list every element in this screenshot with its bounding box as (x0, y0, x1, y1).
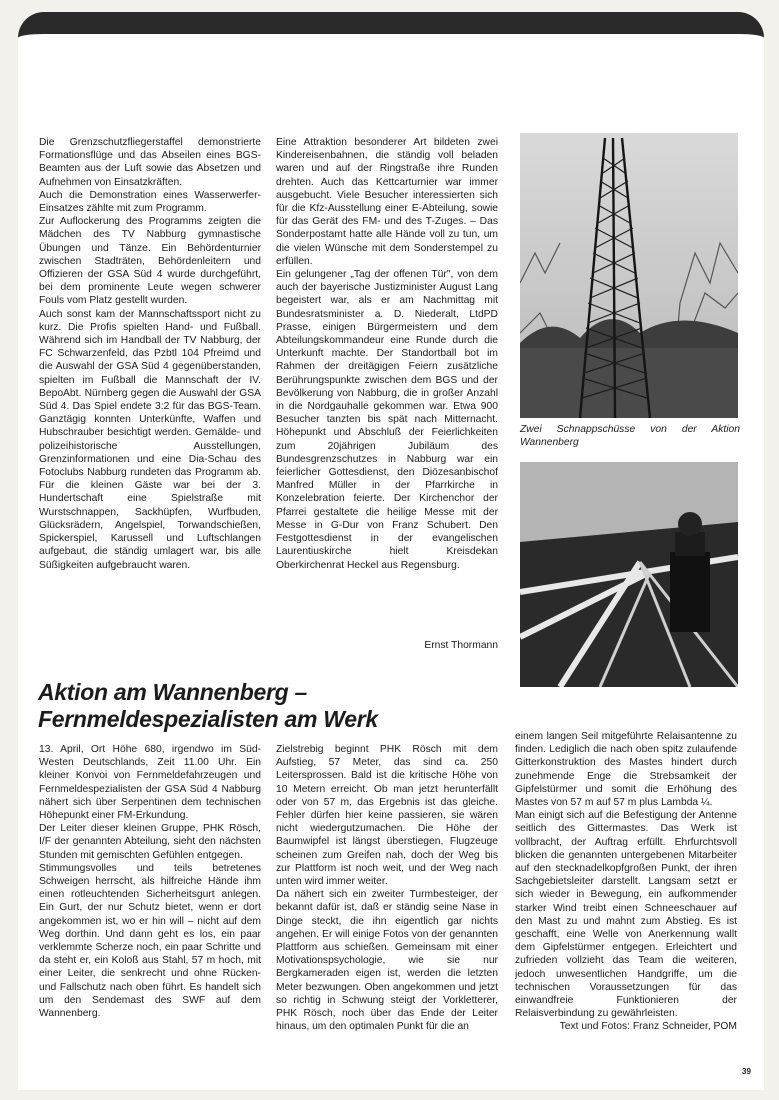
article2-col2-para-2: Da nähert sich ein zweiter Turmbesteiger, der bekannt dafür ist, daß er ständig seine Nase in Dinge steckt, die ihn eigentlich gar nichts angehen. Er will einige Fotos von der genannten Plattform aus schießen. Gemeinsam mit einer Motivationspsychologie, wie sie nur Bergkameraden eigen ist, werden die letzten Meter bezwungen. Oben angekommen und jetzt so richtig in Schwung steigt der Vorkletterer, PHK Rösch, noch über das Ende der Leiter hinaus, um den optimalen Punkt für die an (276, 889, 498, 1033)
photo-caption: Zwei Schnappschüsse von der Aktion Wannenberg (520, 424, 740, 448)
page-number: 39 (742, 1067, 751, 1076)
article2-col1-para-2: Der Leiter dieser kleinen Gruppe, PHK Rösch, I/F der genannten Abteilung, sieht den nächsten Stunden mit gemischten Gefühlen entgegen. (39, 823, 261, 861)
article1-col1-para-1: Die Grenzschutzfliegerstaffel demonstrierte Formationsflüge und das Abseilen eines BGS-Beamten aus der Luft sowie das Absetzen und Aufnehmen von Einsatzkräften. (39, 137, 261, 188)
article1-col2-para-2: Ein gelungener „Tag der offenen Tür", von dem auch der bayerische Justizminister August Lang begeistert war, als er am Nachmittag mit Bundesratsminister a. D. Niederalt, LtdPD Prasse, einigen Bürgermeistern und dem Abteilungskommandeur eine Runde durch die Unterkunft machte. Der Standortball bot im Rahmen der dreitägigen Feiern zusätzliche Berührungspunkte zwischen dem BGS und der Bevölkerung von Nabburg, die in großer Anzahl in die Nordgauhalle gekommen war. Etwa 900 Besucher tanzten bis spät nach Mitternacht. Höhepunkt und Abschluß der Feierlichkeiten zum 20jährigen Jubiläum des Bundesgrenzschutzes in Nabburg war ein feierlicher Gottesdienst, den Diözesanbischof Manfred Müller in der Pfarrkirche in Konzelebration feierte. Der Kirchenchor der Pfarrei gestaltete die heilige Messe mit der Messe in G-Dur von Franz Schubert. Den Festgottesdienst in der evangelischen Laurentiuskirche hielt Kreisdekan Oberkirchenrat Heckel aus Regensburg. (276, 269, 498, 571)
article2-col2-para-1: Zielstrebig beginnt PHK Rösch mit dem Aufstieg, 57 Meter, das sind ca. 250 Leitersprossen. Bald ist die kritische Höhe von 10 Metern erreicht. Ob man jetzt herunterfällt oder von 57 m, das Ergebnis ist das gleiche. Fehler dürfen hier keine passieren, sie wären nicht wiedergutzumachen. Die Höhe der Baumwipfel ist längst überstiegen, Flugzeuge scheinen zum Greifen nah, doch der Weg bis zur Plattform ist noch weit, und der Weg nach unten wird immer weiter. (276, 744, 498, 888)
article2-headline (38, 679, 508, 733)
article2-col1-para-1: 13. April, Ort Höhe 680, irgendwo im Süd-Westen Deutschlands, Zeit 11.00 Uhr. Ein kleiner Konvoi von Fernmeldefahrzeugen und Fernmeldespezialisten der GSA Süd 4 Nabburg nähert sich über Serpentinen dem technischen Höhepunkt einer FM-Erkundung. (39, 744, 261, 822)
article2-column-3 (515, 730, 737, 1034)
article1-column-1 (39, 136, 261, 572)
article1-author: Ernst Thormann (424, 640, 498, 651)
article1-col1-para-4: Auch sonst kam der Mannschaftssport nicht zu kurz. Die Profis spielten Hand- und Fußball. Während sich im Handball der TV Nabburg, der FC Schwarzenfeld, das Pzbtl 104 Pfreimd und die Auswahl der GSA Süd 4 gegenüberstanden, spielten im Fußball die Mannschaft der IV. BepoAbt. Nürnberg gegen die Auswahl der GSA Süd 4. Das Spiel endete 3:2 für das BGS-Team. Ganztägig konnten Unterkünfte, Waffen und Hubschrauber besichtigt werden. Gemälde- und polizeihistorische Ausstellungen, Grenzinformationen und eine Dia-Schau des Fotoclubs Nabburg rundeten das Programm ab. Für die kleinen Gäste war bei der 3. Hundertschaft eine Spielstraße mit Wurstschnappen, Sackhüpfen, Wurfbuden, Glücksrädern, Angelspiel, Torwandschießen, Spickerspiel, Karussell und Luftschlangen aufgebaut, die ständig umlagert war, bis alle Süßigkeiten aufgebraucht waren. (39, 308, 261, 571)
article2-col3-para-2: Man einigt sich auf die Befestigung der Antenne seitlich des Gittermastes. Das Werk ist vollbracht, der Auftrag erfüllt. Ehrfurchtsvoll blicken die genannten untergebenen Mitarbeiter auf den stecknadelkopfgroßen Punkt, der ihren Sachgebietsleiter darstellt. Langsam setzt er sich wieder in Bewegung, ein aufkommender starker Wind treibt einen Schneeschauer auf den Mast zu und mahnt zum Abstieg. Es ist geschafft, eine Welle von Anerkennung wallt dem Gipfelstürmer entgegen. Erleichtert und zufrieden vollzieht das Team die weiteren, jedoch unwesentlichen Handgriffe, um die technischen Voraussetzungen für das einwandfreie Funktionieren der Relaisverbindung zu gewährleisten. (515, 810, 737, 1020)
photo-radio-mast (520, 133, 738, 418)
article2-col1-para-3: Stimmungsvolles und teils betretenes Schweigen herrscht, als hilfreiche Hände ihm einen rotleuchtenden Sicherheitsgurt anlegen. Ein Gurt, der nur Schutz bietet, wenn er dort angekommen ist, wo er hin will – nicht auf dem Weg dorthin. Und dann geht es los, ein paar verklemmte Scherze noch, ein paar Schritte und da steht er, ein Koloß aus Stahl, 57 m hoch, mit einer Leiter, die senkrecht und ohne Rücken- und Fallschutz nach oben führt. Es handelt sich um den Sendemast des SWF auf dem Wannenberg. (39, 862, 261, 1020)
photo-mast-detail (520, 462, 738, 687)
article2-col3-para-1: einem langen Seil mitgeführte Relaisantenne zu finden. Lediglich die nach oben spitz zulaufende Gitterkonstruktion des Mastes hindert durch zunehmende Enge die Strebsamkeit der Gipfelstürmer und somit die Erhöhung des Mastes von 57 m auf 57 m plus Lambda ¼. (515, 731, 737, 809)
article1-col1-para-2: Auch die Demonstration eines Wasserwerfer-Einsatzes zählte mit zum Programm. (39, 189, 261, 215)
article2-credit: Text und Fotos: Franz Schneider, POM (559, 1021, 737, 1033)
article2-column-1 (39, 743, 261, 1020)
article2-column-2 (276, 743, 498, 1033)
article1-column-2 (276, 136, 498, 572)
article2-headline-line-2: Fernmeldespezialisten am Werk (38, 706, 378, 732)
article1-col2-para-1: Eine Attraktion besonderer Art bildeten zwei Kindereisenbahnen, die ständig voll beladen waren und auf der Ringstraße ihre Runden drehten. Auch das Kettcarturnier war immer ausgebucht. Viele Besucher interessierten sich für die Kfz-Ausstellung einer E-Abteilung, sowie für das Gerät des FM- und des T-Zuges. – Das Sonderpostamt hatte alle Hände voll zu tun, um die vielen Wünsche mit dem Sonderstempel zu erfüllen. (276, 137, 498, 267)
article1-col1-para-3: Zur Auflockerung des Programms zeigten die Mädchen des TV Nabburg gymnastische Übungen und Tänze. Ein Behördenturnier zwischen Stadträten, Behördenleitern und Offizieren der GSA Süd 4 wurde durchgeführt, bei dem prominente Leute wegen schwerer Fouls vom Platz gestellt wurden. (39, 216, 261, 307)
article2-headline-line-1: Aktion am Wannenberg – (38, 679, 308, 705)
